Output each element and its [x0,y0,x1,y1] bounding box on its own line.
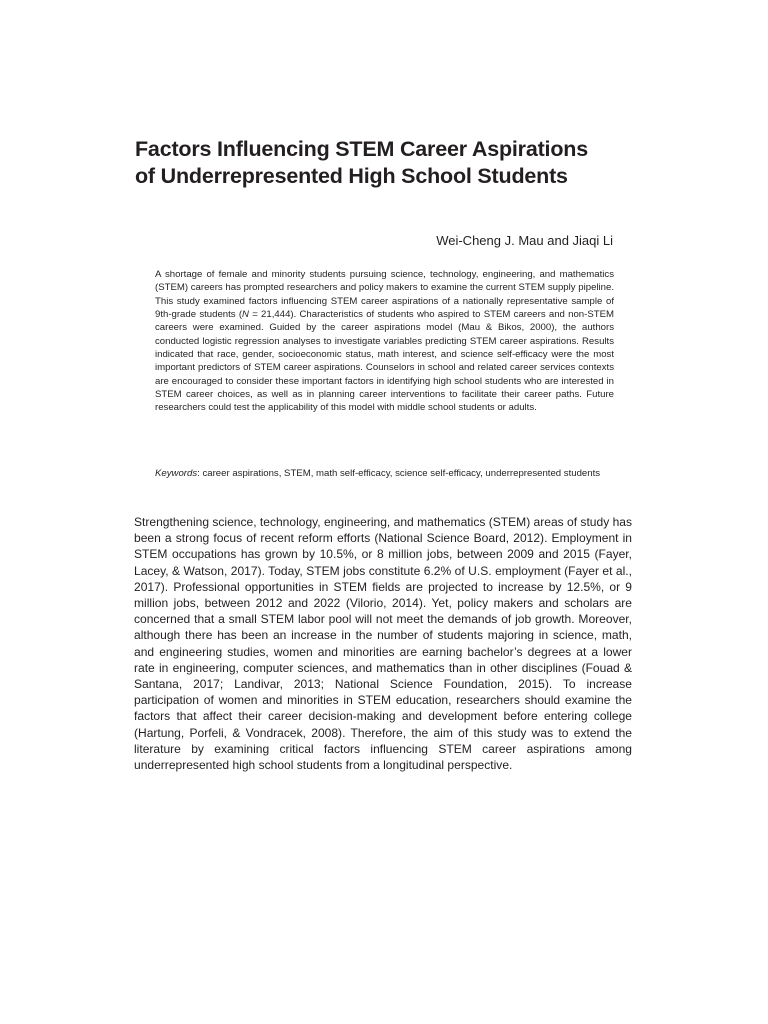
body-paragraph: Strengthening science, technology, engineering, and mathematics (STEM) areas of study has been a strong focus of recent reform efforts (National Science Board, 2012). Employment in STEM occupations has grown by 10.5%, or 8 million jobs, between 2009 and 2015 (Fayer, Lacey, & Watson, 2017). Today, STEM jobs constitute 6.2% of U.S. employment (Fayer et al., 2017). Professional opportunities in STEM fields are projected to increase by 12.5%, or 9 million jobs, between 2012 and 2022 (Vilorio, 2014). Yet, policy makers and scholars are concerned that a small STEM labor pool will not meet the demands of job growth. Moreover, although there has been an increase in the number of students majoring in science, math, and engineering studies, women and minorities are earning bachelor’s degrees at a lower rate in engineering, computer sciences, and mathematics than in other disciplines (Fouad & Santana, 2017; Landivar, 2013; National Science Foundation, 2015). To increase participation of women and minorities in STEM education, researchers should examine the factors that affect their career decision-making and development before entering college (Hartung, Porfeli, & Vondracek, 2008). Therefore, the aim of this study was to extend the literature by examining critical factors influencing STEM career aspirations among underrepresented high school students from a longitudinal perspective. [134,515,632,773]
abstract-text-end: = 21,444). Characteristics of students who aspired to STEM careers and non-STEM careers were examined. Guided by the career aspirations model (Mau & Bikos, 2000), the authors conducted logistic regression analyses to investigate variables predicting STEM career aspirations. Results indicated that race, gender, socioeconomic status, math interest, and science self-efficacy were the most important predictors of STEM career aspirations. Counselors in school and related career services contexts are encouraged to consider these important factors in identifying high school students who are interested in STEM career choices, as well as in planning career interventions to facilitate their career paths. Future researchers could test the applicability of this model with middle school students or adults. [155,309,614,414]
article-title: Factors Influencing STEM Career Aspirations of Underrepresented High School Students [135,137,588,188]
abstract [155,268,614,415]
sample-size-symbol: N [242,309,249,321]
keywords-text: : career aspirations, STEM, math self-efficacy, science self-efficacy, underrepresented students [197,468,601,479]
abstract-text-start: A shortage of female and minority students pursuing science, technology, engineering, and mathematics (STEM) careers has prompted researchers and policy makers to examine the current STEM supply pipeline. This study examined factors influencing STEM career aspirations of a nationally representative sample of 9th-grade students ( [155,269,614,321]
author-names: Wei-Cheng J. Mau and Jiaqi Li [436,233,613,248]
keywords [155,467,614,480]
keywords-label: Keywords [155,468,198,479]
